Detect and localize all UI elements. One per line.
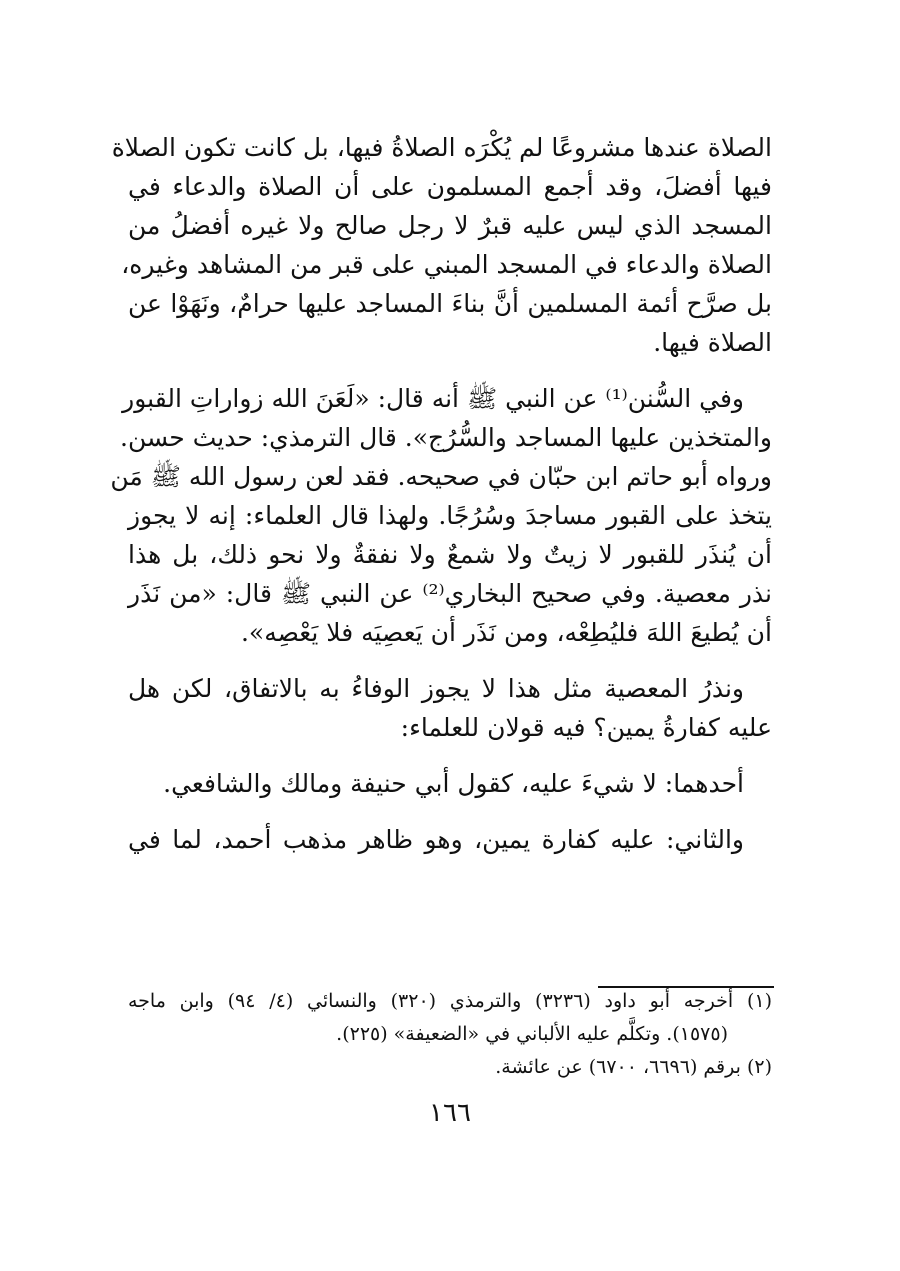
text-line: فيها أفضلَ، وقد أجمع المسلمون على أن الصلاة والدعاء في — [128, 172, 772, 201]
paragraph-3 — [128, 669, 772, 747]
text-line: أن يُنذَر للقبور لا زيتٌ ولا شمعٌ ولا نفقةٌ ولا نحو ذلك، بل هذا — [128, 540, 772, 569]
paragraph-5 — [128, 820, 772, 859]
text-line: ورواه أبو حاتم ابن حبّان في صحيحه. فقد لعن رسول الله ﷺ مَن — [110, 462, 772, 491]
text-line: الصلاة فيها. — [653, 328, 772, 357]
text-line: والمتخذين عليها المساجد والسُّرُج». قال الترمذي: حديث حسن. — [120, 423, 772, 452]
text-line: المسجد الذي ليس عليه قبرٌ لا رجل صالح ولا غيره أفضلُ من — [128, 211, 772, 240]
page-number: ١٦٦ — [429, 1098, 471, 1128]
text-line: أحدهما: لا شيءَ عليه، كقول أبي حنيفة ومالك والشافعي. — [163, 769, 744, 798]
paragraph-1 — [111, 128, 772, 362]
paragraph-4 — [128, 764, 772, 803]
text-line: أن يُطيعَ اللهَ فليُطِعْه، ومن نَذَر أن يَعصِيَه فلا يَعْصِه». — [240, 618, 772, 647]
text-line: الصلاة والدعاء في المسجد المبني على قبر من المشاهد وغيره، — [121, 250, 772, 279]
footnote-1-line: (١) أخرجه أبو داود (٣٢٣٦) والترمذي (٣٢٠) والنسائي (٤/ ٩٤) وابن ماجه — [128, 990, 772, 1012]
text-line: يتخذ على القبور مساجدَ وسُرُجًا. ولهذا قال العلماء: إنه لا يجوز — [128, 501, 772, 530]
text-line: بل صرَّح أئمة المسلمين أنَّ بناءَ المساجد عليها حرامٌ، ونَهَوْا عن — [128, 289, 772, 318]
text-line: عليه كفارةُ يمين؟ فيه قولان للعلماء: — [400, 713, 772, 742]
footnotes — [128, 985, 772, 1084]
text-line: وفي السُّنن⁽¹⁾ عن النبي ﷺ أنه قال: «لَعَنَ الله زواراتِ القبور — [122, 384, 744, 413]
text-line: ونذرُ المعصية مثل هذا لا يجوز الوفاءُ به بالاتفاق، لكن هل — [128, 674, 744, 703]
text-line: نذر معصية. وفي صحيح البخاري⁽²⁾ عن النبي ﷺ قال: «من نَذَر — [128, 579, 772, 608]
footnote-1-line: (١٥٧٥). وتكلَّم عليه الألباني في «الضعيفة» (٢٢٥). — [336, 1023, 728, 1045]
footnote-2-line: (٢) برقم (٦٦٩٦، ٦٧٠٠) عن عائشة. — [495, 1056, 772, 1078]
paragraph-2 — [110, 379, 772, 652]
text-line: الصلاة عندها مشروعًا لم يُكْرَه الصلاةُ فيها، بل كانت تكون الصلاة — [111, 133, 772, 162]
text-line: والثاني: عليه كفارة يمين، وهو ظاهر مذهب أحمد، لما في — [128, 825, 744, 854]
